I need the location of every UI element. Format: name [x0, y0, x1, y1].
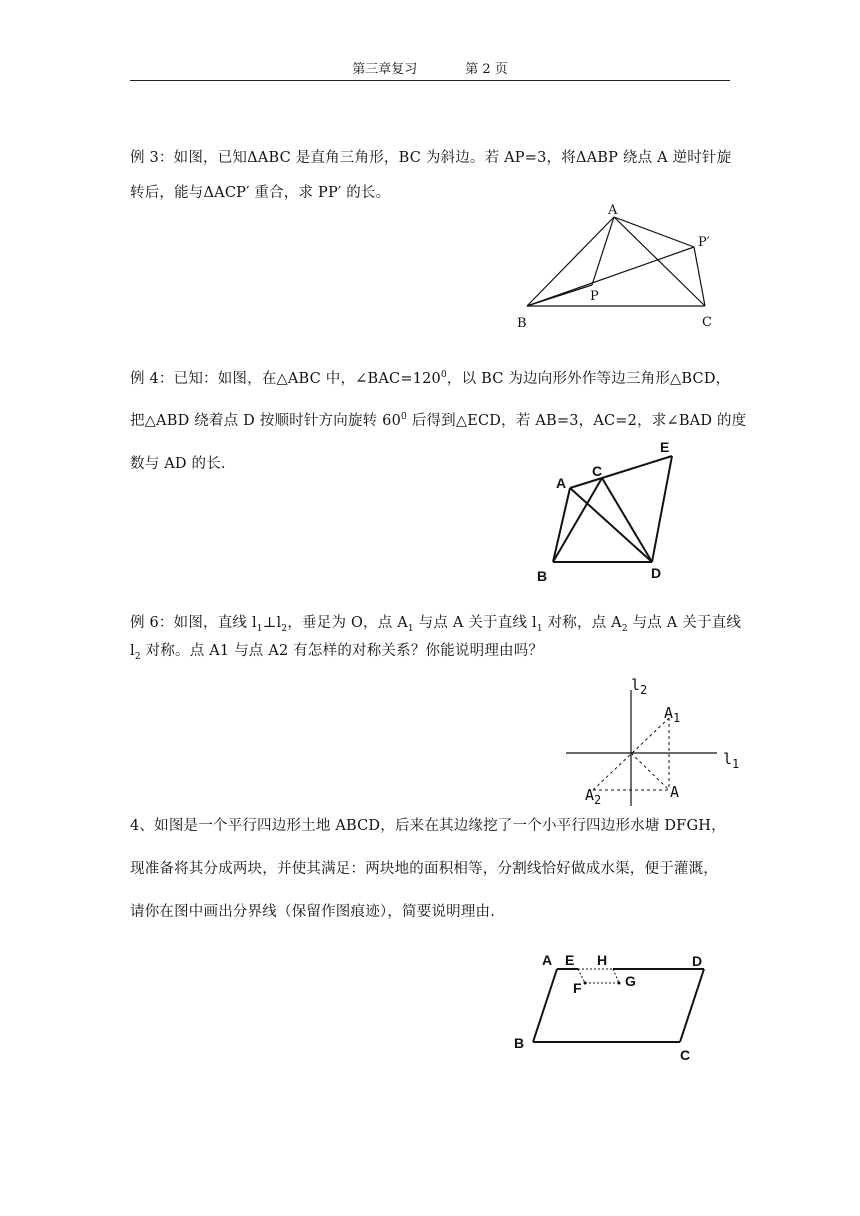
- ex6-label-a2: $A_2$: [585, 786, 602, 807]
- example4-line3: 数与 AD 的长.: [130, 456, 226, 472]
- ex6-label-l1: $l_1$: [723, 750, 740, 771]
- segment-bp-prime: [527, 247, 694, 306]
- p4-label-c: C: [680, 1047, 691, 1063]
- ex6-label-a1: $A_1$: [664, 704, 681, 725]
- ex4-label-e: E: [660, 439, 670, 455]
- ex4-label-c: C: [592, 463, 603, 479]
- example4-line1: 例 4：已知：如图，在△ABC 中，$\angle BAC=120^0$，以 BC 为边向形外作等边三角形△BCD，: [130, 370, 731, 387]
- header-chapter: 第三章复习: [352, 62, 418, 77]
- example3-line2: 转后，能与ΔACP′ 重合，求 PP′ 的长。: [130, 185, 391, 201]
- segment-ce: [602, 456, 672, 478]
- segment-ac: [614, 217, 705, 306]
- p4-label-d: D: [692, 953, 703, 969]
- segment-ab: [553, 488, 570, 562]
- segment-ab: [533, 969, 557, 1042]
- segment-ab: [527, 217, 614, 306]
- ex6-label-l2: $l_2$: [631, 676, 648, 697]
- ex4-label-d: D: [651, 565, 662, 581]
- example3-line1: 例 3：如图，已知ΔABC 是直角三角形，BC 为斜边。若 AP=3，将ΔABP 绕点 A 逆时针旋: [130, 150, 732, 166]
- ex4-label-a: A: [556, 475, 567, 491]
- p4-label-b: B: [514, 1035, 525, 1051]
- ex6-label-a: A: [670, 783, 680, 801]
- ex4-label-b: B: [537, 568, 548, 584]
- p4-label-f: F: [573, 980, 582, 996]
- p4-label-h: H: [597, 952, 608, 968]
- problem4-line2: 现准备将其分成两块，并使其满足：两块地的面积相等，分割线恰好做成水渠，便于灌溉，: [130, 861, 718, 877]
- example3-figure: [527, 217, 705, 306]
- p4-label-e: E: [565, 952, 575, 968]
- segment-ap: [592, 217, 614, 285]
- segment-ad: [570, 488, 652, 562]
- ex3-label-b: B: [517, 316, 527, 331]
- example6-line1: 例 6：如图，直线 $l_1\perp l_2$，垂足为 O，点 $A_1$ 与点 A 关于直线 $l_1$ 对称，点 $A_2$ 与点 A 关于直线: [130, 615, 742, 634]
- segment-ap-prime: [614, 217, 694, 247]
- segment-cd: [680, 969, 704, 1042]
- segment-hg: [613, 969, 619, 983]
- problem4-line1: 4、如图是一个平行四边形土地 ABCD，后来在其边缘挖了一个小平行四边形水塘 DFGH，: [130, 818, 726, 834]
- example4-figure: [553, 456, 672, 562]
- ex3-label-a: A: [608, 203, 618, 218]
- segment-cd: [602, 478, 652, 562]
- point-g: [618, 982, 621, 985]
- example4-line2: 把△ABD 绕着点 D 按顺时针方向旋转 $60^0$ 后得到△ECD，若 AB=3，AC=2，求∠BAD 的度: [130, 412, 747, 429]
- point-f: [584, 982, 587, 985]
- segment-o-a: [631, 753, 669, 790]
- example6-line2: $l_2$ 对称。点 A1 与点 A2 有怎样的对称关系？你能说明理由吗？: [130, 643, 544, 662]
- p4-label-g: G: [625, 973, 636, 989]
- header-page-number: 第 2 页: [465, 62, 508, 77]
- problem4-figure: [533, 969, 704, 1042]
- segment-ed: [652, 456, 672, 562]
- ex3-label-c: C: [702, 315, 712, 330]
- ex3-label-p: P: [590, 289, 599, 304]
- p4-label-a: A: [542, 952, 553, 968]
- ex3-label-p-prime: P′: [698, 235, 710, 250]
- problem4-line3: 请你在图中画出分界线（保留作图痕迹），简要说明理由.: [130, 904, 496, 920]
